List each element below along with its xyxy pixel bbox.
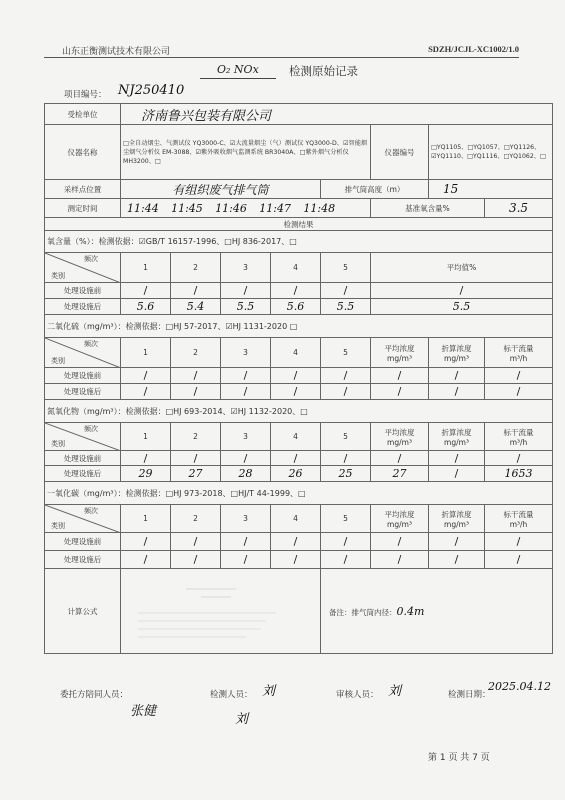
col-4: 4: [271, 253, 321, 283]
o2-after-4: 5.6: [271, 299, 321, 315]
remarks-value: 0.4m: [396, 604, 425, 618]
col-3: 3: [221, 338, 271, 368]
nox-conv-header: [429, 423, 485, 451]
co-after-4: /: [271, 551, 321, 569]
o2-after-avg: 5.5: [371, 299, 553, 315]
avg-conc-label: 平均浓度: [384, 427, 415, 437]
inspector-label: 检测人员：: [210, 690, 253, 700]
co-after-label: 处理设施后: [45, 551, 121, 569]
col-3: 3: [221, 423, 271, 451]
co-flow-header: [485, 505, 553, 533]
o2-before-2: /: [171, 283, 221, 299]
std-flow-label: 标干流量: [503, 343, 534, 353]
col-1: 1: [121, 338, 171, 368]
nox-before-4: /: [271, 451, 321, 466]
stack-height-value: 15: [429, 180, 553, 199]
unit-mg-label: mg/m³: [444, 437, 469, 447]
unit-mg-label: mg/m³: [387, 519, 412, 529]
formula-label: 计算公式: [45, 569, 121, 654]
nox-after-4: 26: [271, 466, 321, 482]
co-after-1: /: [121, 551, 171, 569]
header-divider: [44, 57, 519, 58]
col-5: 5: [321, 505, 371, 533]
nox-section-title: 氮氧化物（mg/m³）：检测依据：□HJ 693-2014、☑HJ 1132-2020、□: [45, 400, 553, 423]
freq-label: 频次: [84, 425, 98, 433]
unit-mg-label: mg/m³: [387, 353, 412, 363]
accompany-label: 委托方陪同人员：: [60, 690, 129, 700]
co-conv-header: [429, 505, 485, 533]
accompany-signature: 张健: [130, 704, 157, 719]
so2-after-conv: /: [429, 384, 485, 400]
inspector-signature: 刘: [262, 684, 276, 699]
o2-after-5: 5.5: [321, 299, 371, 315]
co-after-avg: /: [371, 551, 429, 569]
time-5: 11:48: [303, 201, 336, 215]
time-2: 11:45: [171, 201, 203, 215]
co-before-flow: /: [485, 533, 553, 551]
co-after-flow: /: [485, 551, 553, 569]
co-before-4: /: [271, 533, 321, 551]
o2-section-title: 氧含量（%）：检测依据：☑GB/T 16157-1996、□HJ 836-2017、□: [45, 231, 553, 253]
nox-header-cell: [45, 423, 121, 451]
co-avg-header: [371, 505, 429, 533]
so2-after-flow: /: [485, 384, 553, 400]
nox-after-1: 29: [121, 466, 171, 482]
so2-before-conv: /: [429, 368, 485, 384]
so2-flow-header: [485, 338, 553, 368]
col-2: 2: [171, 338, 221, 368]
co-after-2: /: [171, 551, 221, 569]
o2-header-cell: [45, 253, 121, 283]
nox-before-label: 处理设施前: [45, 451, 121, 466]
col-2: 2: [171, 253, 221, 283]
col-3: 3: [221, 253, 271, 283]
freq-label: 频次: [84, 340, 98, 348]
co-before-3: /: [221, 533, 271, 551]
col-1: 1: [121, 505, 171, 533]
client-value: 济南鲁兴包装有限公司: [121, 104, 553, 125]
co-after-3: /: [221, 551, 271, 569]
col-2: 2: [171, 505, 221, 533]
unit-mg-label: mg/m³: [387, 437, 412, 447]
stack-height-label: 排气筒高度（m）: [321, 180, 429, 199]
nox-after-conv: /: [429, 466, 485, 482]
instrument-code-label: 仪器编号: [371, 125, 429, 180]
so2-after-label: 处理设施后: [45, 384, 121, 400]
conv-conc-label: 折算浓度: [441, 343, 472, 353]
instrument-list: □全自动烟尘、气测试仪 YQ3000-C、☑大流量烟尘（气）测试仪 YQ3000-D、☑智能烟尘烟气分析仪 EM-3088、☑紫外吸收烟气监测系统 BR3040A、□紫外烟气分析仪 MH3200、□: [121, 125, 371, 180]
reviewer-signature: 刘: [388, 684, 402, 699]
measure-time-label: 测定时间: [45, 199, 121, 218]
so2-before-avg: /: [371, 368, 429, 384]
o2-after-3: 5.5: [221, 299, 271, 315]
col-1: 1: [121, 423, 171, 451]
client-label: 受检单位: [45, 104, 121, 125]
so2-before-5: /: [321, 368, 371, 384]
nox-after-5: 25: [321, 466, 371, 482]
unit-flow-label: m³/h: [509, 353, 528, 363]
time-1: 11:44: [127, 201, 159, 215]
reviewer-label: 审核人员：: [336, 690, 379, 700]
unit-flow-label: m³/h: [509, 437, 528, 447]
unit-flow-label: m³/h: [509, 519, 528, 529]
results-heading: 检测结果: [45, 218, 553, 231]
so2-section-title: 二氧化硫（mg/m³）：检测依据：□HJ 57-2017、☑HJ 1131-2020 □: [45, 315, 553, 338]
formula-area: [121, 569, 321, 654]
time-3: 11:46: [215, 201, 247, 215]
document-code: SDZH/JCJL-XC1002/1.0: [428, 44, 519, 54]
nox-avg-header: [371, 423, 429, 451]
so2-before-3: /: [221, 368, 271, 384]
page-title: 检测原始记录: [289, 64, 358, 78]
nox-before-5: /: [321, 451, 371, 466]
instrument-code-list: □YQ1105、□YQ1057、□YQ1126、☑YQ1110、□YQ1116、□YQ1062、□: [429, 125, 553, 180]
so2-after-4: /: [271, 384, 321, 400]
sampling-point-label: 采样点位置: [45, 180, 121, 199]
col-5: 5: [321, 423, 371, 451]
co-before-5: /: [321, 533, 371, 551]
nox-before-3: /: [221, 451, 271, 466]
so2-after-2: /: [171, 384, 221, 400]
so2-before-4: /: [271, 368, 321, 384]
col-5: 5: [321, 338, 371, 368]
co-section-title: 一氧化碳（mg/m³）：检测依据：□HJ 973-2018、□HJ/T 44-1999、□: [45, 482, 553, 505]
measure-times: [121, 199, 371, 218]
avg-conc-label: 平均浓度: [384, 343, 415, 353]
so2-before-2: /: [171, 368, 221, 384]
std-flow-label: 标干流量: [503, 427, 534, 437]
so2-after-5: /: [321, 384, 371, 400]
nox-after-3: 28: [221, 466, 271, 482]
test-date-value: 2025.04.12: [488, 680, 551, 693]
so2-before-1: /: [121, 368, 171, 384]
o2-before-label: 处理设施前: [45, 283, 121, 299]
nox-before-2: /: [171, 451, 221, 466]
so2-after-avg: /: [371, 384, 429, 400]
co-before-label: 处理设施前: [45, 533, 121, 551]
unit-mg-label: mg/m³: [444, 353, 469, 363]
conv-conc-label: 折算浓度: [441, 509, 472, 519]
o2-before-5: /: [321, 283, 371, 299]
co-before-avg: /: [371, 533, 429, 551]
so2-before-flow: /: [485, 368, 553, 384]
remarks-cell: [321, 569, 553, 654]
handwritten-parameters: O₂ NOx: [217, 63, 259, 76]
reference-o2-value: 3.5: [485, 199, 553, 218]
co-after-5: /: [321, 551, 371, 569]
so2-avg-header: [371, 338, 429, 368]
o2-after-1: 5.6: [121, 299, 171, 315]
so2-before-label: 处理设施前: [45, 368, 121, 384]
avg-conc-label: 平均浓度: [384, 509, 415, 519]
nox-after-2: 27: [171, 466, 221, 482]
nox-flow-header: [485, 423, 553, 451]
so2-after-1: /: [121, 384, 171, 400]
category-label: 类别: [51, 357, 65, 365]
so2-header-cell: [45, 338, 121, 368]
record-table: [44, 103, 553, 654]
project-number-value: NJ250410: [118, 83, 185, 98]
nox-before-flow: /: [485, 451, 553, 466]
co-before-conv: /: [429, 533, 485, 551]
freq-label: 频次: [84, 255, 98, 263]
col-2: 2: [171, 423, 221, 451]
co-header-cell: [45, 505, 121, 533]
col-1: 1: [121, 253, 171, 283]
time-4: 11:47: [259, 201, 291, 215]
nox-after-avg: 27: [371, 466, 429, 482]
category-label: 类别: [51, 522, 65, 530]
o2-after-2: 5.4: [171, 299, 221, 315]
o2-before-avg: /: [371, 283, 553, 299]
o2-after-label: 处理设施后: [45, 299, 121, 315]
co-before-1: /: [121, 533, 171, 551]
sampling-point-value: 有组织废气排气筒: [121, 180, 321, 199]
category-label: 类别: [51, 272, 65, 280]
col-3: 3: [221, 505, 271, 533]
nox-before-1: /: [121, 451, 171, 466]
inspector-signature-2: 刘: [235, 712, 249, 727]
std-flow-label: 标干流量: [503, 509, 534, 519]
col-4: 4: [271, 423, 321, 451]
page-number: 第 1 页 共 7 页: [428, 753, 490, 763]
o2-before-3: /: [221, 283, 271, 299]
company-name: 山东正衡测试技术有限公司: [62, 47, 171, 57]
o2-before-4: /: [271, 283, 321, 299]
freq-label: 频次: [84, 507, 98, 515]
o2-before-1: /: [121, 283, 171, 299]
unit-mg-label: mg/m³: [444, 519, 469, 529]
nox-after-flow: 1653: [485, 466, 553, 482]
co-before-2: /: [171, 533, 221, 551]
instrument-label: 仪器名称: [45, 125, 121, 180]
title-underline: [200, 78, 276, 79]
project-number-label: 项目编号：: [64, 90, 107, 100]
nox-before-conv: /: [429, 451, 485, 466]
faint-printed-formula: [126, 575, 316, 645]
col-4: 4: [271, 505, 321, 533]
nox-after-label: 处理设施后: [45, 466, 121, 482]
so2-after-3: /: [221, 384, 271, 400]
conv-conc-label: 折算浓度: [441, 427, 472, 437]
col-4: 4: [271, 338, 321, 368]
col-5: 5: [321, 253, 371, 283]
test-date-label: 检测日期：: [448, 690, 491, 700]
nox-before-avg: /: [371, 451, 429, 466]
o2-avg-header: 平均值%: [371, 253, 553, 283]
remarks-label: 备注：排气筒内径：: [329, 607, 397, 617]
category-label: 类别: [51, 440, 65, 448]
so2-conv-header: [429, 338, 485, 368]
co-after-conv: /: [429, 551, 485, 569]
reference-o2-label: 基准氧含量%: [371, 199, 485, 218]
